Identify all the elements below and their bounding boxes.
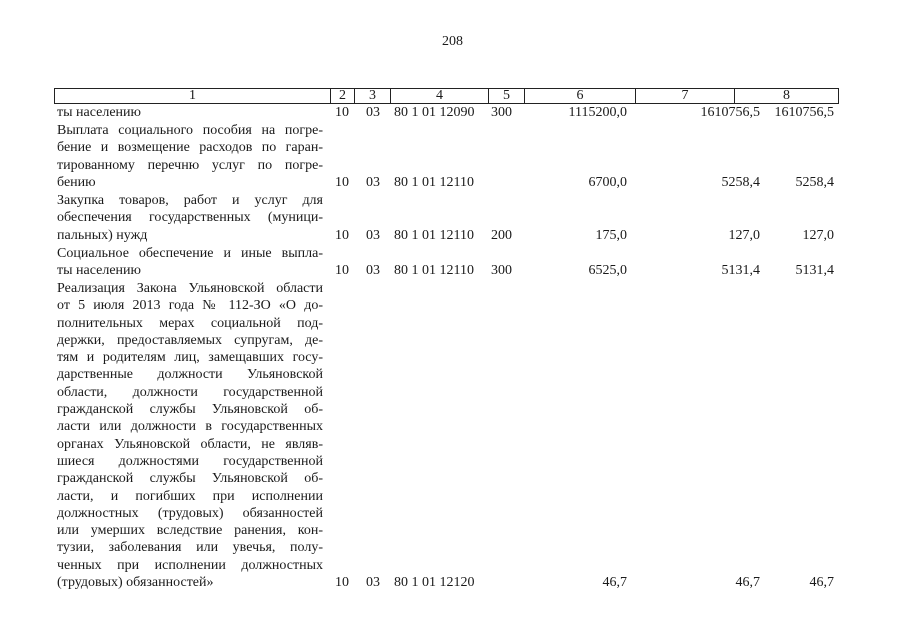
header-col-5: 5 — [488, 89, 524, 103]
cell-c8: 5131,4 — [795, 263, 834, 279]
cell-c7: 5258,4 — [721, 174, 760, 190]
cell-c5: 300 — [491, 105, 512, 120]
description-line: области, должности государственной — [57, 384, 323, 400]
cell-c3: 03 — [366, 263, 380, 279]
cell-c6: 175,0 — [595, 227, 627, 243]
description-line: бению — [57, 174, 96, 190]
cell-c3: 03 — [366, 227, 380, 243]
cell-c4: 80 1 01 12120 — [394, 575, 475, 591]
cell-c4: 80 1 01 12110 — [394, 174, 474, 190]
header-col-6: 6 — [524, 89, 635, 103]
description-line: тированному перечню услуг по погре- — [57, 157, 323, 173]
description-line: тузии, заболевания или увечья, полу- — [57, 540, 323, 556]
description-line: Социальное обеспечение и иные выпла- — [57, 246, 323, 261]
description-line: полнительных мерах социальной под- — [57, 315, 323, 331]
cell-c2: 10 — [335, 174, 349, 190]
description-line: от 5 июля 2013 года № 112-ЗО «О до- — [57, 298, 323, 314]
cell-c7: 46,7 — [735, 575, 760, 591]
header-col-7: 7 — [635, 89, 734, 103]
description-line: или умерших вследствие ранения, кон- — [57, 523, 323, 539]
description-line: гражданской службы Ульяновской об- — [57, 471, 323, 487]
cell-c8: 5258,4 — [795, 174, 834, 190]
cell-c3: 03 — [366, 105, 380, 120]
description-line: ласти или должности в государственных — [57, 419, 323, 435]
description-line: ты населению — [57, 263, 141, 279]
row-description — [57, 192, 323, 244]
cell-c7: 127,0 — [728, 227, 760, 243]
cell-c8: 46,7 — [809, 575, 834, 591]
description-line: ты населению — [57, 105, 141, 120]
cell-c7: 5131,4 — [721, 263, 760, 279]
header-col-2: 2 — [330, 89, 354, 103]
row-description — [57, 122, 323, 191]
description-line: должностных (трудовых) обязанностей — [57, 505, 323, 521]
cell-c2: 10 — [335, 227, 349, 243]
description-line: ласти, и погибших при исполнении — [57, 488, 323, 504]
description-line: дарственные должности Ульяновской — [57, 367, 323, 383]
description-line: держки, предоставляемых супругам, де- — [57, 332, 323, 348]
row-description — [57, 245, 323, 280]
description-line: ченных при исполнении должностных — [57, 557, 323, 573]
description-line: пальных) нужд — [57, 227, 148, 243]
description-line: тям и родителям лиц, замещавших госу- — [57, 350, 323, 366]
table-header — [54, 88, 839, 104]
cell-c8: 1610756,5 — [774, 105, 834, 120]
header-col-4: 4 — [390, 89, 488, 103]
description-line: бение и возмещение расходов по гаран- — [57, 140, 323, 156]
cell-c4: 80 1 01 12090 — [394, 105, 475, 120]
description-line: Закупка товаров, работ и услуг для — [57, 193, 323, 208]
cell-c6: 6525,0 — [588, 263, 627, 279]
cell-c2: 10 — [335, 575, 349, 591]
cell-c4: 80 1 01 12110 — [394, 263, 474, 279]
row-description — [57, 104, 323, 121]
cell-c5: 200 — [491, 227, 512, 243]
cell-c4: 80 1 01 12110 — [394, 227, 474, 243]
header-col-3: 3 — [354, 89, 390, 103]
cell-c3: 03 — [366, 575, 380, 591]
description-line: Выплата социального пособия на погре- — [57, 123, 323, 138]
description-line: обеспечения государственных (муници- — [57, 210, 323, 226]
description-line: (трудовых) обязанностей» — [57, 575, 214, 591]
cell-c6: 46,7 — [602, 575, 627, 591]
cell-c6: 1115200,0 — [568, 105, 627, 120]
row-description — [57, 280, 323, 591]
cell-c3: 03 — [366, 174, 380, 190]
header-col-8: 8 — [734, 89, 838, 103]
header-col-1: 1 — [189, 88, 196, 103]
cell-c2: 10 — [335, 263, 349, 279]
cell-c7: 1610756,5 — [700, 105, 760, 120]
cell-c5: 300 — [491, 263, 512, 279]
cell-c6: 6700,0 — [588, 174, 627, 190]
page-number: 208 — [442, 34, 463, 49]
description-line: гражданской службы Ульяновской об- — [57, 402, 323, 418]
description-line: шиеся должностями государственной — [57, 453, 323, 469]
cell-c8: 127,0 — [802, 227, 834, 243]
description-line: органах Ульяновской области, не являв- — [57, 436, 323, 452]
description-line: Реализация Закона Ульяновской области — [57, 281, 323, 296]
cell-c2: 10 — [335, 105, 349, 120]
